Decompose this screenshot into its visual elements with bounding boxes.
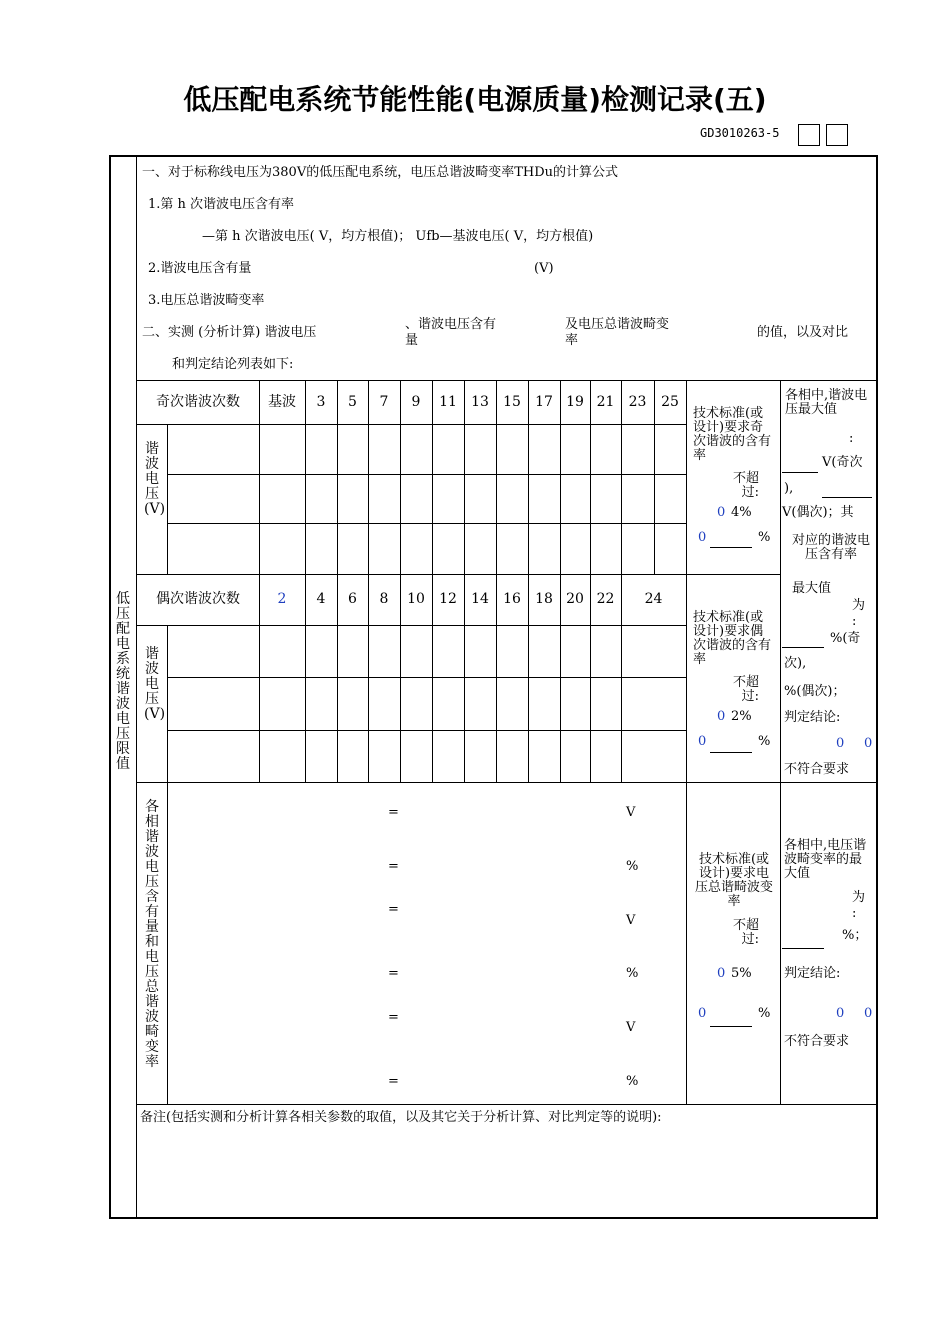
intro-line-6a: 二、实测 (分析计算) 谐波电压 [142, 325, 317, 340]
intro-line-6c2: 率 [565, 333, 579, 348]
odd-order-2: 5 [348, 394, 357, 410]
total-eq-3: = [388, 966, 399, 981]
total-r3: : [852, 906, 857, 921]
odd-limit-val: 4% [731, 505, 752, 520]
total-v1: 0 [836, 1006, 845, 1021]
even-order-5: 12 [439, 591, 457, 607]
even-order-4: 10 [407, 591, 425, 607]
total-unit: % [758, 1006, 771, 1021]
total-eq-0: = [388, 805, 399, 820]
remark-text: 备注(包括实测和分析计算各相关参数的取值，以及其它关于分析计算、对比判定等的说明): [140, 1110, 662, 1125]
total-unit-2: V [626, 913, 636, 928]
even-limit-val: 2% [731, 709, 752, 724]
total-limit-val: 5% [731, 966, 752, 981]
intro-line-6b: 、谐波电压含有 [405, 317, 497, 332]
rt-l5: V(偶次)；其 [782, 505, 854, 520]
code-box-2[interactable] [826, 124, 848, 146]
rt-l7: 最大值 [792, 581, 832, 596]
even-order-6: 14 [471, 591, 489, 607]
intro-line-1: 一、对于标称线电压为380V的低压配电系统，电压总谐波畸变率THDu的计算公式 [142, 165, 619, 180]
even-order-10: 22 [596, 591, 615, 607]
rt-l2: : [849, 431, 854, 446]
even-order-11: 24 [644, 591, 663, 607]
odd-order-3: 7 [379, 394, 389, 410]
side-label: 低压配电系统谐波电压限值 [116, 591, 130, 772]
total-unit-4: V [626, 1020, 636, 1035]
total-r2: 为 [852, 890, 866, 905]
even-header: 偶次谐波次数 [156, 591, 240, 607]
rt-v1: 0 [836, 736, 845, 751]
rt-l3: V(奇次 [822, 455, 863, 470]
rt-l9: : [852, 614, 857, 629]
intro-line-7: 和判定结论列表如下: [172, 357, 294, 372]
odd-order-12: 25 [661, 394, 679, 410]
total-verdict-label: 判定结论: [784, 966, 841, 981]
total-unit-3: % [626, 966, 639, 981]
odd-order-11: 23 [628, 394, 647, 410]
intro-line-4: 2.谐波电压含有量 [148, 261, 252, 276]
odd-val: 0 [698, 530, 707, 545]
rt-l1: 各相中,谐波电压最大值 [785, 388, 868, 417]
odd-limit-word: 不超过: [732, 471, 759, 500]
rt-v2: 0 [864, 736, 873, 751]
intro-line-6b2: 量 [405, 333, 419, 348]
even-val: 0 [698, 734, 707, 749]
odd-order-0: 基波 [268, 394, 296, 410]
odd-order-4: 9 [411, 394, 421, 410]
even-order-9: 20 [566, 591, 584, 607]
odd-order-8: 17 [535, 394, 553, 410]
rt-verdict-label: 判定结论: [784, 710, 841, 725]
intro-line-2: 1.第 h 次谐波电压含有率 [148, 197, 295, 212]
odd-order-6: 13 [471, 394, 489, 410]
rt-verdict: 不符合要求 [784, 762, 850, 777]
rt-l8: 为 [852, 598, 866, 613]
even-order-3: 8 [379, 591, 389, 607]
odd-order-1: 3 [316, 394, 326, 410]
odd-order-7: 15 [503, 394, 521, 410]
total-v2: 0 [864, 1006, 873, 1021]
total-std-text: 技术标准(或设计)要求电压总谐畸波变率 [694, 852, 773, 909]
even-unit: % [758, 734, 771, 749]
odd-order-10: 21 [596, 394, 615, 410]
intro-line-4-unit: (V) [534, 261, 554, 276]
even-limit-word: 不超过: [732, 675, 759, 704]
rt-l4: ), [784, 481, 794, 496]
odd-limit-num: 0 [717, 505, 726, 520]
odd-row-label: 谐波电压(V) [144, 441, 166, 517]
odd-header: 奇次谐波次数 [156, 394, 240, 410]
total-eq-1: = [388, 859, 399, 874]
total-limit-num: 0 [717, 966, 726, 981]
rt-l10: %(奇 [830, 631, 861, 646]
total-verdict: 不符合要求 [784, 1034, 850, 1049]
total-r1: 各相中,电压谐波畸变率的最大值 [784, 838, 867, 881]
odd-order-9: 19 [566, 394, 584, 410]
total-eq-4: = [388, 1010, 399, 1025]
even-order-7: 16 [503, 591, 521, 607]
even-order-8: 18 [535, 591, 553, 607]
intro-line-6d: 的值，以及对比 [757, 325, 849, 340]
intro-line-6c: 及电压总谐波畸变 [565, 317, 670, 332]
intro-line-5: 3.电压总谐波畸变率 [148, 293, 265, 308]
even-order-0: 2 [277, 591, 287, 607]
total-row-label: 各相谐波电压含有量和电压总谐波畸变率 [145, 799, 159, 1070]
total-unit-5: % [626, 1074, 639, 1089]
page-title: 低压配电系统节能性能(电源质量)检测记录(五) [183, 83, 767, 116]
form-code: GD3010263-5 [700, 126, 780, 140]
even-limit-num: 0 [717, 709, 726, 724]
intro-line-3: —第 h 次谐波电压( V，均方根值)； Ufb—基波电压( V，均方根值) [202, 229, 594, 244]
odd-order-5: 11 [439, 394, 457, 410]
odd-unit: % [758, 530, 771, 545]
total-r4: %； [842, 928, 868, 943]
total-limit-word: 不超过: [732, 918, 759, 947]
rt-l6: 对应的谐波电压含有率 [791, 533, 870, 562]
total-eq-2: = [388, 902, 399, 917]
even-order-2: 6 [348, 591, 357, 607]
even-order-1: 4 [316, 591, 326, 607]
total-val: 0 [698, 1006, 707, 1021]
code-box-1[interactable] [798, 124, 820, 146]
rt-l11: 次), [784, 656, 807, 671]
total-unit-1: % [626, 859, 639, 874]
even-row-label: 谐波电压(V) [144, 646, 166, 722]
odd-std-text: 技术标准(或设计)要求奇次谐波的含有率 [693, 406, 772, 463]
total-eq-5: = [388, 1074, 399, 1089]
rt-l12: %(偶次)； [784, 684, 846, 699]
total-unit-0: V [626, 805, 636, 820]
even-std-text: 技术标准(或设计)要求偶次谐波的含有率 [693, 610, 772, 667]
